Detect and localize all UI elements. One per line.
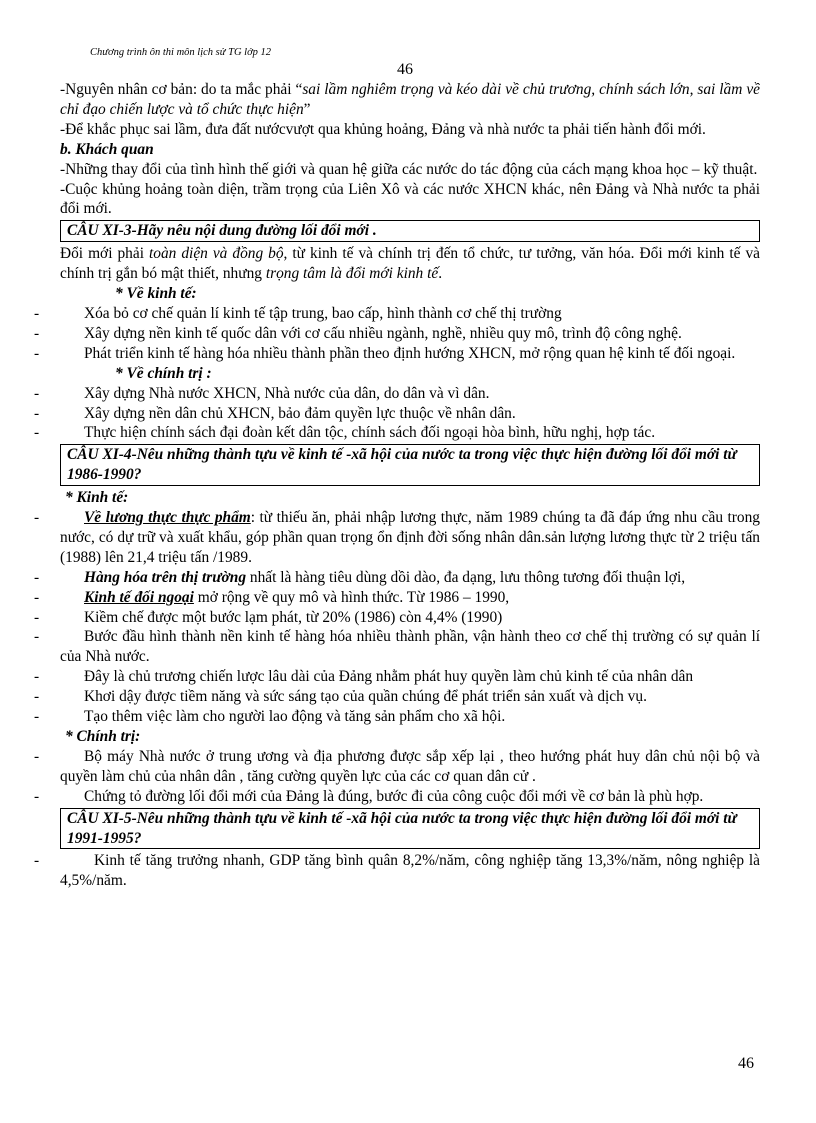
list-item bbox=[34, 423, 760, 443]
goods-label: Hàng hóa trên thị trường bbox=[84, 568, 247, 586]
list-item-text: Xây dựng Nhà nước XHCN, Nhà nước của dân, do dân và vì dân. bbox=[84, 384, 490, 402]
list-item bbox=[34, 747, 760, 787]
objective-paragraph-2: -Cuộc khủng hoảng toàn diện, trầm trọng của Liên Xô và các nước XHCN khác, nên Đảng và Nhà nước ta phải đổi mới. bbox=[60, 180, 760, 218]
dash-marker: - bbox=[34, 608, 40, 626]
cause-lead: -Nguyên nhân cơ bản: do ta mắc phải “ bbox=[60, 81, 303, 98]
list-item bbox=[34, 344, 760, 364]
list-item bbox=[34, 687, 760, 707]
list-item-text: Khơi dậy được tiềm năng và sức sáng tạo của quần chúng để phát triển sản xuất và dịch vụ. bbox=[84, 688, 647, 706]
list-item bbox=[34, 851, 760, 891]
dash-marker: - bbox=[34, 787, 40, 805]
q3-politics-heading: * Về chính trị : bbox=[115, 364, 212, 382]
cause-paragraph bbox=[60, 80, 760, 120]
list-item-text: Đây là chủ trương chiến lược lâu dài của Đảng nhằm phát huy quyền làm chủ kinh tế của nhân dân bbox=[84, 668, 694, 686]
list-item bbox=[34, 324, 760, 344]
dash-marker: - bbox=[34, 747, 40, 765]
list-item-text: Xóa bỏ cơ chế quản lí kinh tế tập trung, bao cấp, hình thành cơ chế thị trường bbox=[84, 304, 562, 322]
list-item bbox=[34, 707, 760, 727]
list-item-text: Kiềm chế được một bước lạm phát, từ 20% (1986) còn 4,4% (1990) bbox=[84, 608, 503, 626]
q3-intro-e: . bbox=[438, 265, 443, 283]
dash-marker: - bbox=[34, 688, 40, 706]
dash-marker: - bbox=[34, 668, 40, 686]
dash-marker: - bbox=[34, 708, 40, 726]
running-header: Chương trình ôn thi môn lịch sử TG lớp 12 bbox=[90, 47, 272, 58]
dash-marker: - bbox=[34, 852, 40, 870]
list-item bbox=[34, 304, 760, 324]
foreign-text: mở rộng về quy mô và hình thức. Từ 1986 – 1990, bbox=[193, 588, 510, 606]
fix-paragraph: -Để khắc phục sai lầm, đưa đất nướcvượt qua khủng hoảng, Đảng và nhà nước ta phải tiến hành đổi mới. bbox=[60, 120, 706, 138]
question-3-title: CÂU XI-3-Hãy nêu nội dung đường lối đổi mới . bbox=[60, 220, 760, 242]
list-item-text: Xây dựng nền kinh tế quốc dân với cơ cấu nhiều ngành, nghề, nhiều quy mô, trình độ công nghệ. bbox=[84, 324, 682, 342]
dash-marker: - bbox=[34, 304, 40, 322]
dash-marker: - bbox=[34, 568, 40, 586]
page-number-top: 46 bbox=[397, 61, 413, 78]
q3-intro-c: , từ kinh tế và chính trị đến tổ chức, tư tưởng, văn hóa. Đổi mới kinh tế và chính trị gắn bó mật thiết, nhưng bbox=[60, 245, 761, 283]
document-body bbox=[34, 80, 761, 891]
dash-marker: - bbox=[34, 404, 40, 422]
objective-paragraph-1: -Những thay đổi của tình hình thế giới và quan hệ giữa các nước do tác động của cách mạng khoa học – kỹ thuật. bbox=[60, 160, 758, 178]
list-item-text: Phát triển kinh tế hàng hóa nhiều thành phần theo định hướng XHCN, mở rộng quan hệ kinh tế đối ngoại. bbox=[84, 344, 736, 362]
list-item-text: Bộ máy Nhà nước ở trung ương và địa phương được sắp xếp lại , theo hướng phát huy dân chủ nội bộ và quyền làm chủ của nhân dân , tăng cường quyền lực của các cơ quan dân cử . bbox=[60, 747, 760, 785]
list-item bbox=[34, 404, 760, 424]
list-item bbox=[34, 568, 760, 588]
dash-marker: - bbox=[34, 588, 40, 606]
list-item-text: Thực hiện chính sách đại đoàn kết dân tộc, chính sách đối ngoại hòa bình, hữu nghị, hợp tác. bbox=[84, 424, 656, 442]
list-item bbox=[34, 627, 760, 667]
list-item bbox=[34, 508, 760, 568]
q3-economy-heading: * Về kinh tế: bbox=[115, 285, 197, 303]
heading-objective: b. Khách quan bbox=[60, 140, 154, 158]
list-item bbox=[34, 787, 760, 807]
page-number-bottom: 46 bbox=[738, 1055, 754, 1072]
goods-text: nhất là hàng tiêu dùng dồi dào, đa dạng, lưu thông tương đối thuận lợi, bbox=[246, 568, 686, 586]
list-item bbox=[34, 667, 760, 687]
q3-intro-d: trọng tâm là đổi mới kinh tế bbox=[265, 265, 439, 283]
list-item bbox=[34, 384, 760, 404]
q4-economy-heading: * Kinh tế: bbox=[65, 489, 129, 507]
list-item bbox=[34, 588, 760, 608]
question-4-title: CÂU XI-4-Nêu những thành tựu về kinh tế -xã hội của nước ta trong việc thực hiện đường lối đổi mới từ 1986-1990? bbox=[60, 444, 760, 486]
list-item-text: Chứng tỏ đường lối đổi mới của Đảng là đúng, bước đi của công cuộc đổi mới về cơ bản là phù hợp. bbox=[84, 787, 704, 805]
dash-marker: - bbox=[34, 424, 40, 442]
list-item-text: Kinh tế tăng trưởng nhanh, GDP tăng bình quân 8,2%/năm, công nghiệp tăng 13,3%/năm, nông nghiệp là 4,5%/năm. bbox=[60, 852, 760, 890]
list-item-text: Bước đầu hình thành nền kinh tế hàng hóa nhiều thành phần, vận hành theo cơ chế thị trường có sự quản lí của Nhà nước. bbox=[60, 628, 760, 666]
food-text: : từ thiếu ăn, phải nhập lương thực, năm 1989 chúng ta đã đáp ứng nhu cầu trong nước, có dự trữ và xuất khẩu, góp phần quan trọng ổn định đời sống nhân dân.sản lượng lương thực từ 2 triệu tấn (1988) lên 21,4 triệu tấn /1989. bbox=[60, 509, 760, 566]
list-item bbox=[34, 608, 760, 628]
dash-marker: - bbox=[34, 509, 40, 527]
cause-close: ” bbox=[303, 100, 311, 118]
dash-marker: - bbox=[34, 344, 40, 362]
cause-quote: sai lầm nghiêm trọng và kéo dài về chủ trương, chính sách lớn, sai lầm về chỉ đạo chiến lược và tổ chức thực hiện bbox=[60, 81, 760, 118]
food-label: Về lương thực thực phẩm bbox=[84, 509, 251, 527]
q3-intro-a: Đổi mới phải bbox=[60, 245, 149, 263]
dash-marker: - bbox=[34, 384, 40, 402]
list-item-text: Tạo thêm việc làm cho người lao động và tăng sản phẩm cho xã hội. bbox=[84, 708, 506, 726]
question-5-title: CÂU XI-5-Nêu những thành tựu về kinh tế -xã hội của nước ta trong việc thực hiện đường lối đổi mới từ 1991-1995? bbox=[60, 808, 760, 850]
q3-intro bbox=[60, 244, 760, 284]
q3-intro-b: toàn diện và đồng bộ bbox=[148, 245, 284, 263]
foreign-label: Kinh tế đối ngoại bbox=[84, 588, 194, 606]
q4-politics-heading: * Chính trị: bbox=[65, 728, 141, 745]
list-item-text: Xây dựng nền dân chủ XHCN, bảo đảm quyền lực thuộc về nhân dân. bbox=[84, 404, 516, 422]
dash-marker: - bbox=[34, 324, 40, 342]
dash-marker: - bbox=[34, 628, 40, 646]
